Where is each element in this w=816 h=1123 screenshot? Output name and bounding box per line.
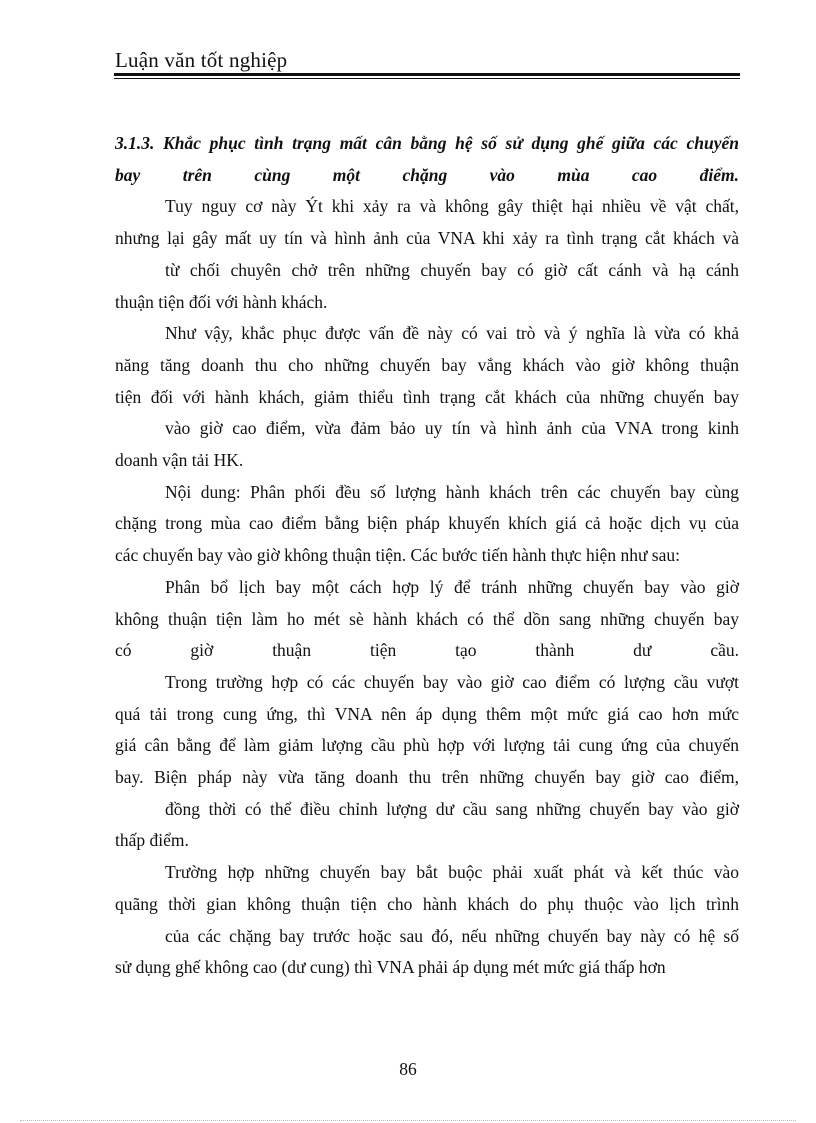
section-heading-line: 3.1.3. Khắc phục tình trạng mất cân bằng hệ số sử dụng ghế giữa các chuyến: [115, 133, 739, 153]
paragraph: [115, 191, 739, 318]
paragraph: [115, 477, 739, 572]
text-line: chặng trong mùa cao điểm bằng biện pháp khuyến khích giá cả hoặc dịch vụ của: [115, 513, 739, 534]
paragraph: [115, 572, 739, 667]
section-heading-line: bay trên cùng một chặng vào mùa cao điểm.: [115, 164, 739, 185]
text-line: đồng thời có thể điều chỉnh lượng dư cầu sang những chuyến bay vào giờ: [165, 798, 739, 819]
paragraph: [115, 667, 739, 857]
text-line: Phân bổ lịch bay một cách hợp lý để tránh những chuyến bay vào giờ: [165, 576, 739, 597]
text-line: năng tăng doanh thu cho những chuyến bay vắng khách vào giờ không thuận: [115, 354, 739, 375]
running-header-title: Luận văn tốt nghiệp: [115, 48, 288, 72]
text-line: từ chối chuyên chở trên những chuyến bay có giờ cất cánh và hạ cánh: [165, 259, 739, 280]
document-body: [115, 128, 739, 984]
text-line: các chuyến bay vào giờ không thuận tiện. Các bước tiến hành thực hiện như sau:: [115, 545, 680, 566]
text-line: bay. Biện pháp này vừa tăng doanh thu trên những chuyến bay giờ cao điểm,: [115, 767, 739, 788]
text-line: quãng thời gian không thuận tiện cho hành khách do phụ thuộc vào lịch trình: [115, 893, 739, 914]
text-line: không thuận tiện làm ho mét sè hành khách có thể dồn sang những chuyến bay: [115, 608, 739, 629]
text-line: thuận tiện đối với hành khách.: [115, 291, 328, 312]
section-heading: [115, 128, 739, 191]
text-line: sử dụng ghế không cao (dư cung) thì VNA phải áp dụng mét mức giá thấp hơn: [115, 957, 666, 978]
text-line: Nội dung: Phân phối đều số lượng hành khách trên các chuyến bay cùng: [165, 481, 739, 502]
page-number: 86: [399, 1059, 417, 1079]
text-line: doanh vận tải HK.: [115, 450, 244, 471]
header-rule-thick: [114, 73, 740, 76]
text-line: thấp điểm.: [115, 830, 189, 851]
text-line: Như vậy, khắc phục được vấn đề này có vai trò và ý nghĩa là vừa có khả: [165, 323, 739, 344]
text-line: có giờ thuận tiện tạo thành dư cầu.: [115, 640, 739, 661]
text-line: của các chặng bay trước hoặc sau đó, nếu những chuyến bay này có hệ số: [165, 925, 739, 946]
paragraph: [115, 857, 739, 984]
paragraph: [115, 318, 739, 477]
text-line: tiện đối với hành khách, giảm thiểu tình trạng cắt khách của những chuyến bay: [115, 386, 739, 407]
text-line: vào giờ cao điểm, vừa đảm bảo uy tín và hình ảnh của VNA trong kinh: [165, 418, 739, 439]
text-line: quá tải trong cung ứng, thì VNA nên áp dụng thêm một mức giá cao hơn mức: [115, 703, 739, 724]
text-line: Trong trường hợp có các chuyến bay vào giờ cao điểm có lượng cầu vượt: [165, 671, 739, 692]
header-rule-thin: [114, 78, 740, 79]
text-line: Tuy nguy cơ này Ýt khi xảy ra và không gây thiệt hại nhiều về vật chất,: [165, 196, 739, 217]
text-line: giá cân bằng để làm giảm lượng cầu phù hợp với lượng tải cung ứng của chuyến: [115, 735, 739, 756]
text-line: nhưng lại gây mất uy tín và hình ảnh của VNA khi xảy ra tình trạng cắt khách và: [115, 228, 739, 249]
page-bottom-dotted-border: [20, 1120, 796, 1121]
text-line: Trường hợp những chuyến bay bắt buộc phải xuất phát và kết thúc vào: [165, 862, 739, 883]
